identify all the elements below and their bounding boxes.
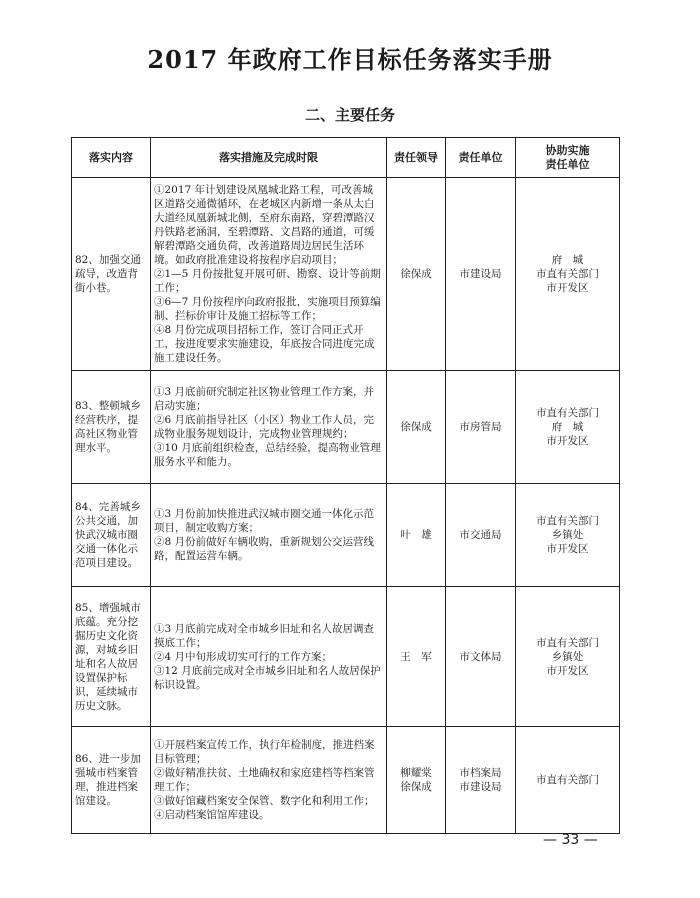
responsible-unit (446, 727, 516, 834)
task-content: 85、增强城市底蕴。充分挖掘历史文化资源，对城乡旧址和名人故居设置保护标识，延续城市历史文脉。 (72, 587, 151, 727)
header-unit: 责任单位 (446, 138, 516, 178)
header-leader: 责任领导 (387, 138, 446, 178)
measure-item: ①3 月底前完成对全市城乡旧址和名人故居调查摸底工作； (154, 622, 375, 649)
task-table (71, 137, 620, 834)
task-content: 84、完善城乡公共交通，加快武汉城市圈交通一体化示范项目建设。 (72, 484, 151, 587)
assist-unit: 乡镇处 (551, 529, 584, 541)
task-measures (151, 587, 387, 727)
task-content: 83、整顿城乡经营秩序，提高社区物业管理水平。 (72, 371, 151, 484)
header-measures: 落实措施及完成时限 (151, 138, 387, 178)
assist-unit: 市直有关部门 (536, 407, 599, 419)
measure-item: ①3 月底前研究制定社区物业管理工作方案，并启动实施； (154, 386, 375, 412)
table-row (72, 484, 620, 587)
measure-item: ③10 月底前组织检查，总结经验，提高物业管理服务水平和能力。 (154, 442, 381, 468)
responsible-leader (387, 371, 446, 484)
leader-name: 徐保成 (400, 421, 432, 433)
unit-name: 市房管局 (459, 421, 502, 433)
measure-item: ②4 月中旬形成切实可行的工作方案； (154, 650, 333, 663)
measure-item: ②做好精准扶贫、土地确权和家庭建档等档案管理工作； (154, 767, 375, 793)
responsible-unit (446, 178, 516, 371)
measure-item: ②1—5 月份按批复开展可研、勘察、设计等前期工作； (154, 268, 381, 294)
responsible-unit (446, 587, 516, 727)
leader-name: 王 军 (400, 650, 432, 663)
page-title: 2017 年政府工作目标任务落实手册 (147, 45, 553, 74)
unit-name: 市文体局 (459, 650, 502, 663)
assisting-units (516, 371, 620, 484)
measure-item: ①开展档案宣传工作，执行年检制度，推进档案目标管理； (154, 739, 375, 765)
assist-unit: 市开发区 (546, 543, 589, 555)
page-number: — 33 — (543, 832, 598, 848)
unit-name: 市交通局 (459, 529, 502, 541)
leader-name: 柳耀棠 (400, 767, 432, 779)
assist-unit: 市开发区 (546, 282, 589, 294)
assist-unit: 市直有关部门 (536, 774, 599, 786)
task-measures (151, 727, 387, 834)
task-measures (151, 484, 387, 587)
assist-unit: 乡镇处 (551, 650, 584, 663)
assist-unit: 市直有关部门 (536, 268, 599, 280)
unit-name: 市建设局 (459, 268, 502, 280)
assist-unit: 市开发区 (546, 435, 589, 447)
assist-unit: 市直有关部门 (536, 636, 599, 649)
measure-item: ③做好馆藏档案安全保管、数字化和利用工作； (154, 795, 375, 807)
header-assist: 协助实施 责任单位 (516, 138, 620, 178)
task-content: 82、加强交通疏导，改造背街小巷。 (72, 178, 151, 371)
assisting-units (516, 484, 620, 587)
table-row (72, 587, 620, 727)
measure-item: ③6—7 月份按程序向政府报批，实施项目预算编制、拦标价审计及施工招标等工作； (154, 296, 381, 322)
responsible-unit (446, 484, 516, 587)
measure-item: ④启动档案馆馆库建设。 (154, 809, 270, 821)
assist-unit: 市直有关部门 (536, 515, 599, 527)
leader-name: 徐保成 (400, 268, 432, 280)
task-measures (151, 371, 387, 484)
table-row (72, 371, 620, 484)
task-content: 86、进一步加强城市档案管理，推进档案馆建设。 (72, 727, 151, 834)
leader-name: 徐保成 (400, 781, 432, 793)
table-row (72, 178, 620, 371)
section-title: 二、主要任务 (304, 106, 395, 124)
unit-name: 市建设局 (459, 781, 502, 793)
unit-name: 市档案局 (459, 767, 502, 779)
table-header-row (72, 138, 620, 178)
assisting-units (516, 178, 620, 371)
assist-unit: 府 城 (551, 421, 584, 433)
responsible-leader (387, 178, 446, 371)
measure-item: ②6 月底前指导社区（小区）物业工作人员，完成物业服务规划设计，完成物业管理规约； (154, 414, 375, 440)
measure-item: ④8 月份完成项目招标工作，签订合同正式开工，按进度要求实施建设，年底按合同进度完成施工建设任务。 (154, 324, 375, 364)
assisting-units (516, 727, 620, 834)
assist-unit: 府 城 (551, 254, 584, 266)
responsible-leader (387, 727, 446, 834)
assist-unit: 市开发区 (546, 664, 589, 677)
measure-item: ③12 月底前完成对全市城乡旧址和名人故居保护标识设置。 (154, 664, 381, 691)
responsible-leader (387, 484, 446, 587)
responsible-unit (446, 371, 516, 484)
responsible-leader (387, 587, 446, 727)
header-content: 落实内容 (72, 138, 151, 178)
task-measures (151, 178, 387, 371)
measure-item: ①2017 年计划建设凤凰城北路工程，可改善城区道路交通微循环，在老城区内新增一条从太白大道经凤凰新城北侧，至府东南路，穿碧潭路汉丹铁路老涵洞，至碧潭路、文昌路的通道，可缓解碧潭路交通负荷，改善道路周边居民生活环境。如政府批准建设将按程序启动项目； (154, 184, 375, 266)
measure-item: ①3 月份前加快推进武汉城市圈交通一体化示范项目，制定收购方案； (154, 508, 375, 534)
leader-name: 叶 雄 (400, 529, 432, 541)
assisting-units (516, 587, 620, 727)
table-row (72, 727, 620, 834)
measure-item: ②8 月份前做好车辆收购，重新规划公交运营线路，配置运营车辆。 (154, 536, 375, 562)
